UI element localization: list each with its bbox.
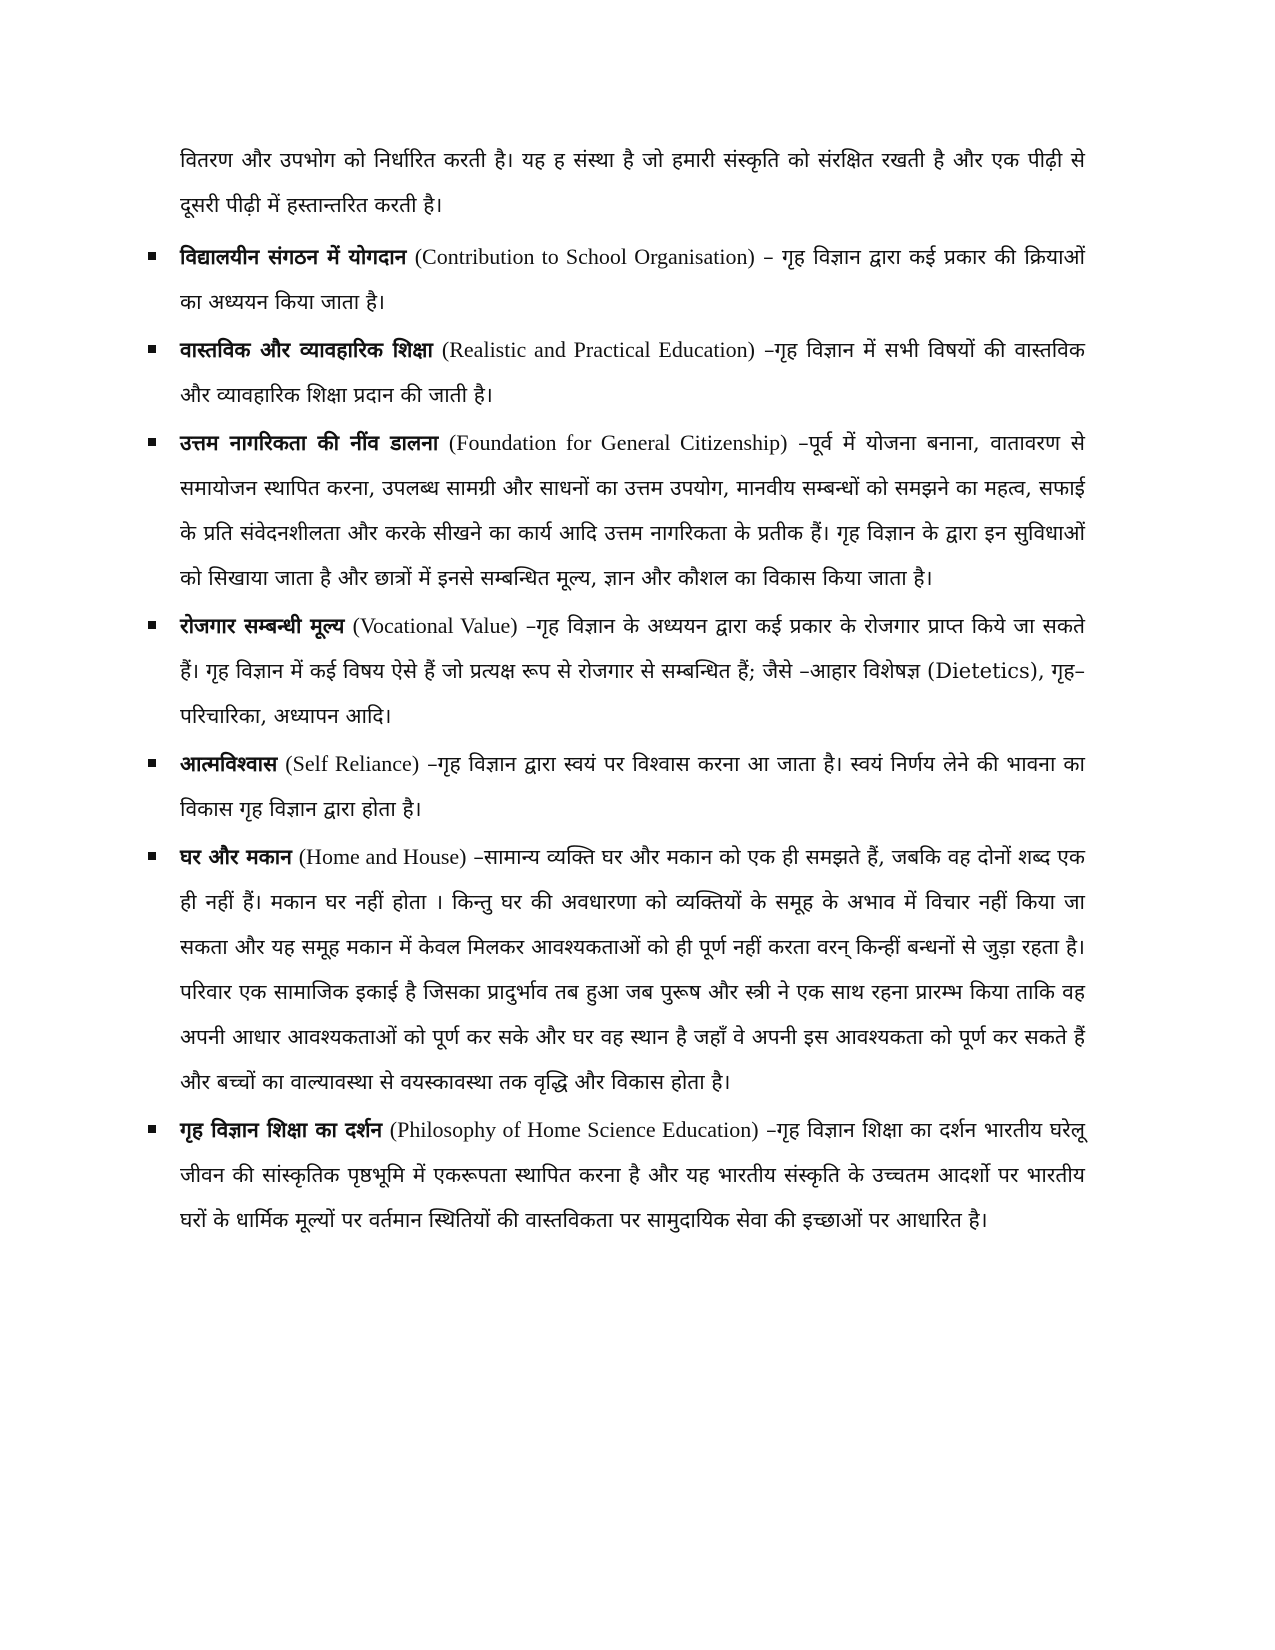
square-bullet-icon (148, 759, 156, 767)
square-bullet-icon (148, 852, 156, 860)
item-heading: वास्तविक और व्यावहारिक शिक्षा (180, 337, 433, 362)
list-item (180, 327, 1085, 418)
item-heading: आत्मविश्वास (180, 751, 278, 776)
item-text: –गृह विज्ञान द्वारा स्वयं पर विश्वास करना आ जाता है। स्वयं निर्णय लेने की भावना का विकास गृह विज्ञान द्वारा होता है। (180, 752, 1085, 821)
item-english-term: (Realistic and Practical Education) (441, 337, 755, 362)
item-english-term: (Self Reliance) (285, 751, 420, 776)
item-text: –गृह विज्ञान शिक्षा का दर्शन भारतीय घरेलू जीवन की सांस्कृतिक पृष्ठभूमि में एकरूपता स्थापित करना है और यह भारतीय संस्कृति के उच्चतम आदर्शो पर भारतीय घरों के धार्मिक मूल्यों पर वर्तमान स्थितियों की वास्तविकता पर सामुदायिक सेवा की इच्छाओं पर आधारित है। (180, 1118, 1085, 1232)
item-text: –गृह विज्ञान के अध्ययन द्वारा कई प्रकार के रोजगार प्राप्त किये जा सकते हैं। गृह विज्ञान में कई विषय ऐसे हैं जो प्रत्यक्ष रूप से रोजगार से सम्बन्धित हैं; जैसे –आहार विशेषज्ञ (Dietetics), गृह–परिचारिका, अध्यापन आदि। (180, 614, 1085, 728)
list-item (180, 420, 1085, 601)
item-heading: विद्यालयीन संगठन में योगदान (180, 244, 407, 269)
item-text: –पूर्व में योजना बनाना, वातावरण से समायोजन स्थापित करना, उपलब्ध सामग्री और साधनों का उत्तम उपयोग, मानवीय सम्बन्धों को समझने का महत्व, सफाई के प्रति संवेदनशीलता और करके सीखने का कार्य आदि उत्तम नागरिकता के प्रतीक हैं। गृह विज्ञान के द्वारा इन सुविधाओं को सिखाया जाता है और छात्रों में इनसे सम्बन्धित मूल्य, ज्ञान और कौशल का विकास किया जाता है। (180, 431, 1085, 590)
intro-paragraph: वितरण और उपभोग को निर्धारित करती है। यह ह संस्था है जो हमारी संस्कृति को संरक्षित रखती है और एक पीढ़ी से दूसरी पीढ़ी में हस्तान्तरित करती है। (180, 148, 1085, 217)
list-item (180, 234, 1085, 325)
list-item (180, 834, 1085, 1105)
square-bullet-icon (148, 1125, 156, 1133)
item-english-term: (Contribution to School Organisation) (414, 244, 755, 269)
item-text: –सामान्य व्यक्ति घर और मकान को एक ही समझते हैं, जबकि वह दोनों शब्द एक ही नहीं हैं। मकान घर नहीं होता । किन्तु घर की अवधारणा को व्यक्तियों के समूह के अभाव में विचार नहीं किया जा सकता और यह समूह मकान में केवल मिलकर आवश्यकताओं को ही पूर्ण नहीं करता वरन् किन्हीं बन्धनों से जुड़ा रहता है। परिवार एक सामाजिक इकाई है जिसका प्रादुर्भाव तब हुआ जब पुरूष और स्त्री ने एक साथ रहना प्रारम्भ किया ताकि वह अपनी आधार आवश्यकताओं को पूर्ण कर सके और घर वह स्थान है जहाँ वे अपनी इस आवश्यकता को पूर्ण कर सकते हैं और बच्चों का वाल्यावस्था से वयस्कावस्था तक वृद्धि और विकास होता है। (180, 845, 1085, 1094)
item-text: –गृह विज्ञान में सभी विषयों की वास्तविक और व्यावहारिक शिक्षा प्रदान की जाती है। (180, 338, 1085, 407)
item-english-term: (Home and House) (298, 844, 467, 869)
item-heading: रोजगार सम्बन्धी मूल्य (180, 613, 345, 638)
item-english-term: (Philosophy of Home Science Education) (389, 1117, 759, 1142)
square-bullet-icon (148, 621, 156, 629)
square-bullet-icon (148, 252, 156, 260)
item-english-term: (Foundation for General Citizenship) (448, 430, 788, 455)
item-heading: उत्तम नागरिकता की नींव डालना (180, 430, 439, 455)
item-heading: घर और मकान (180, 844, 292, 869)
list-item (180, 603, 1085, 739)
list-item (180, 1107, 1085, 1243)
bullet-list (180, 234, 1085, 1243)
square-bullet-icon (148, 438, 156, 446)
item-english-term: (Vocational Value) (352, 613, 518, 638)
square-bullet-icon (148, 345, 156, 353)
list-item (180, 741, 1085, 832)
item-text: – गृह विज्ञान द्वारा कई प्रकार की क्रियाओं का अध्ययन किया जाता है। (180, 245, 1085, 314)
item-heading: गृह विज्ञान शिक्षा का दर्शन (180, 1117, 383, 1142)
